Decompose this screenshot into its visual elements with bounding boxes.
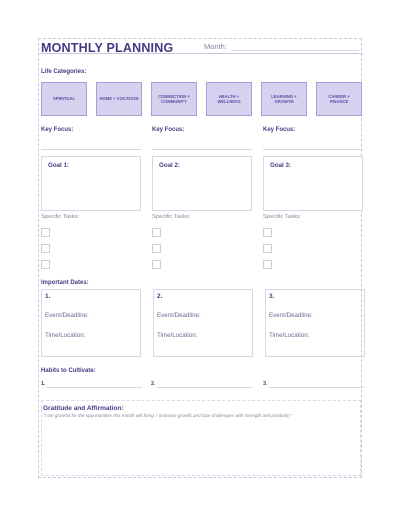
date-number-2: 2.: [157, 293, 163, 300]
gratitude-title: Gratitude and Affirmation:: [43, 405, 124, 412]
month-input-line[interactable]: [231, 50, 359, 51]
life-categories-label: Life Categories:: [41, 69, 87, 75]
task-checkbox-3b[interactable]: [263, 244, 272, 253]
habit-line-3[interactable]: [269, 387, 364, 388]
task-checkbox-1c[interactable]: [41, 260, 50, 269]
planner-page: [38, 38, 362, 478]
task-checkbox-2b[interactable]: [152, 244, 161, 253]
key-focus-label-3: Key Focus:: [263, 127, 296, 133]
category-career-finance[interactable]: CAREER + FINANCE: [316, 82, 362, 116]
category-spiritual[interactable]: SPIRITUAL: [41, 82, 87, 116]
date-box-1[interactable]: [41, 289, 141, 357]
specific-tasks-label-3: Specific Tasks:: [263, 214, 302, 220]
time-location-label-3: Time/Location:: [269, 332, 310, 339]
date-box-2[interactable]: [153, 289, 253, 357]
specific-tasks-label-1: Specific Tasks:: [41, 214, 80, 220]
key-focus-label-1: Key Focus:: [41, 127, 74, 133]
habit-number-2: 2.: [151, 381, 156, 387]
key-focus-line-1[interactable]: [41, 149, 141, 150]
task-checkbox-1b[interactable]: [41, 244, 50, 253]
date-number-3: 3.: [269, 293, 275, 300]
goal-box-2[interactable]: [152, 156, 252, 211]
habit-number-3: 3.: [263, 381, 268, 387]
key-focus-line-3[interactable]: [263, 149, 363, 150]
goal-box-3[interactable]: [263, 156, 363, 211]
date-box-3[interactable]: [265, 289, 365, 357]
task-checkbox-2c[interactable]: [152, 260, 161, 269]
event-deadline-label-1: Event/Deadline:: [45, 312, 89, 319]
category-health-wellness[interactable]: HEALTH + WELLNESS: [206, 82, 252, 116]
key-focus-label-2: Key Focus:: [152, 127, 185, 133]
task-checkbox-3a[interactable]: [263, 228, 272, 237]
category-connection-community[interactable]: CONNECTION + COMMUNITY: [151, 82, 197, 116]
habit-line-1[interactable]: [47, 387, 142, 388]
goal-title-3: Goal 3:: [270, 162, 291, 169]
time-location-label-1: Time/Location:: [45, 332, 86, 339]
category-home-vocation[interactable]: HOME + VOCATION: [96, 82, 142, 116]
goal-box-1[interactable]: [41, 156, 141, 211]
date-number-1: 1.: [45, 293, 51, 300]
task-checkbox-3c[interactable]: [263, 260, 272, 269]
task-checkbox-1a[interactable]: [41, 228, 50, 237]
title-divider: [39, 53, 363, 54]
event-deadline-label-2: Event/Deadline:: [157, 312, 201, 319]
habits-label: Habits to Cultivate:: [41, 368, 96, 374]
category-learning-growth[interactable]: LEARNING + GROWTH: [261, 82, 307, 116]
goal-title-1: Goal 1:: [48, 162, 69, 169]
month-label: Month:: [204, 42, 227, 51]
key-focus-line-2[interactable]: [152, 149, 252, 150]
task-checkbox-2a[interactable]: [152, 228, 161, 237]
important-dates-label: Important Dates:: [41, 280, 89, 286]
time-location-label-2: Time/Location:: [157, 332, 198, 339]
page-title: MONTHLY PLANNING: [41, 41, 174, 55]
event-deadline-label-3: Event/Deadline:: [269, 312, 313, 319]
habit-line-2[interactable]: [157, 387, 252, 388]
gratitude-text: "I am grateful for the opportunities this month will bring. I embrace growth and face challenges with strength and positivity.": [43, 413, 292, 418]
goal-title-2: Goal 2:: [159, 162, 180, 169]
habit-number-1: 1.: [41, 381, 46, 387]
specific-tasks-label-2: Specific Tasks:: [152, 214, 191, 220]
